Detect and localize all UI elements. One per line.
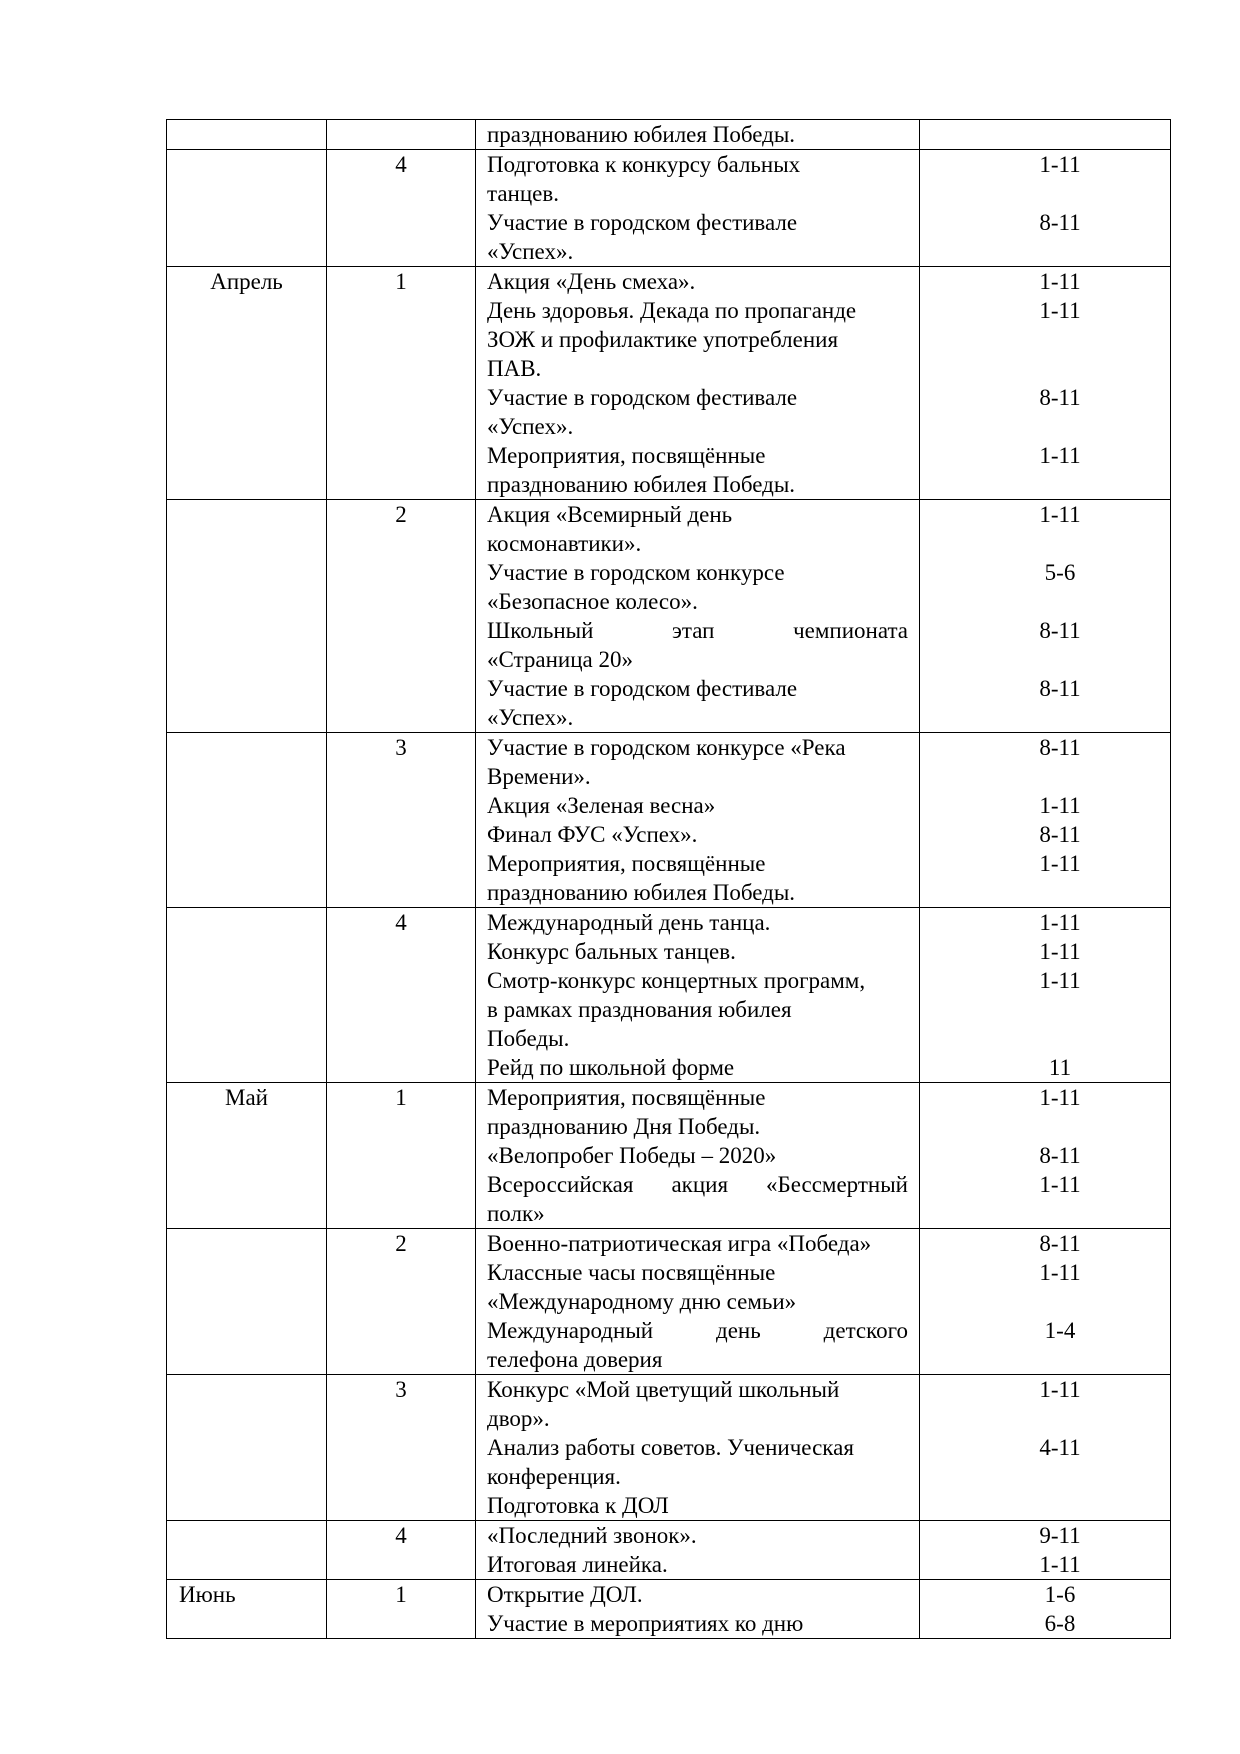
event-text-line: ЗОЖ и профилактике употребления	[487, 327, 839, 352]
class-range: 1-11	[1039, 910, 1081, 935]
class-range	[950, 762, 1170, 791]
event-text-line: Акция «Всемирный день	[487, 502, 733, 527]
class-range: 1-11	[1039, 443, 1081, 468]
event-text-line: Участие в городском фестивале	[487, 210, 798, 235]
week-number: 4	[395, 1523, 407, 1548]
event-text-line: Мероприятия, посвящённые	[487, 443, 766, 468]
table-row	[167, 120, 1171, 150]
month-cell	[167, 1083, 327, 1229]
week-cell	[327, 1580, 476, 1639]
class-range	[950, 645, 1170, 674]
event-text-line: в рамках празднования юбилея	[487, 997, 792, 1022]
event-text-line: полк»	[487, 1201, 545, 1226]
class-range: 8-11	[1039, 210, 1081, 235]
class-range: 1-11	[1039, 502, 1081, 527]
class-range	[950, 1462, 1170, 1491]
week-cell	[327, 150, 476, 267]
event-text-line: Военно-патриотическая игра «Победа»	[487, 1231, 872, 1256]
table-row	[167, 908, 1171, 1083]
month-cell	[167, 733, 327, 908]
table-row	[167, 1229, 1171, 1375]
class-range: 1-11	[1039, 968, 1081, 993]
event-text-line: космонавтики».	[487, 531, 642, 556]
class-range: 8-11	[1039, 1143, 1081, 1168]
table-row	[167, 267, 1171, 500]
week-number: 1	[395, 269, 407, 294]
event-text-line: Участие в городском конкурсе	[487, 560, 785, 585]
week-number: 3	[395, 1377, 407, 1402]
class-range: 8-11	[1039, 1231, 1081, 1256]
class-range	[950, 1491, 1170, 1520]
event-text-line: Всероссийская акция «Бессмертный	[487, 1172, 908, 1197]
month-label	[167, 1521, 326, 1550]
event-text-line: «Страница 20»	[487, 647, 633, 672]
class-range: 1-6	[1044, 1582, 1076, 1607]
table-row	[167, 1083, 1171, 1229]
table-row	[167, 500, 1171, 733]
event-text-line: Международный день танца.	[487, 910, 771, 935]
class-range	[950, 703, 1170, 732]
class-range: 1-11	[1039, 1552, 1081, 1577]
month-label: Апрель	[210, 269, 283, 294]
class-range: 1-11	[1039, 298, 1081, 323]
event-plan-body	[167, 120, 1171, 1639]
class-range: 1-11	[1039, 851, 1081, 876]
week-number: 2	[395, 1231, 407, 1256]
table-row	[167, 150, 1171, 267]
event-text-line: двор».	[487, 1406, 550, 1431]
event-text-line: танцев.	[487, 181, 559, 206]
month-label	[167, 733, 326, 762]
week-cell	[327, 1083, 476, 1229]
classes-cell	[920, 1375, 1171, 1521]
class-range	[950, 1024, 1170, 1053]
event-text-line: День здоровья. Декада по пропаганде	[487, 298, 857, 323]
class-range	[950, 1404, 1170, 1433]
events-cell	[476, 267, 920, 500]
event-text-line: Участие в городском фестивале	[487, 385, 798, 410]
class-range	[950, 237, 1170, 266]
event-text-line: «Успех».	[487, 414, 574, 439]
month-label	[167, 1375, 326, 1404]
month-cell	[167, 1375, 327, 1521]
event-text-line: «Успех».	[487, 239, 574, 264]
class-range: 6-8	[1044, 1611, 1076, 1636]
week-cell	[327, 733, 476, 908]
class-range	[950, 1345, 1170, 1374]
event-text-line: Времени».	[487, 764, 591, 789]
class-range: 9-11	[1039, 1523, 1081, 1548]
table-row	[167, 1521, 1171, 1580]
event-text-line: Участие в городском конкурсе «Река	[487, 735, 846, 760]
event-text-line: Конкурс бальных танцев.	[487, 939, 736, 964]
class-range: 1-11	[1039, 152, 1081, 177]
class-range	[950, 354, 1170, 383]
week-cell	[327, 908, 476, 1083]
month-cell	[167, 908, 327, 1083]
class-range: 1-4	[1044, 1318, 1076, 1343]
event-text-line: празднованию Дня Победы.	[487, 1114, 761, 1139]
week-number: 4	[395, 910, 407, 935]
month-label	[167, 500, 326, 529]
event-text-line: Итоговая линейка.	[487, 1552, 668, 1577]
event-text-line: Акция «Зеленая весна»	[487, 793, 716, 818]
event-text-line: празднованию юбилея Победы.	[487, 880, 796, 905]
classes-cell	[920, 267, 1171, 500]
month-cell	[167, 1521, 327, 1580]
events-cell	[476, 500, 920, 733]
week-number: 4	[395, 152, 407, 177]
events-cell	[476, 120, 920, 150]
class-range: 8-11	[1039, 385, 1081, 410]
month-label: Июнь	[179, 1582, 236, 1607]
month-cell	[167, 267, 327, 500]
event-text-line: Классные часы посвящённые	[487, 1260, 776, 1285]
events-cell	[476, 1375, 920, 1521]
month-cell	[167, 150, 327, 267]
event-text-line: Конкурс «Мой цветущий школьный	[487, 1377, 840, 1402]
table-row	[167, 1580, 1171, 1639]
event-text-line: конференция.	[487, 1464, 621, 1489]
event-text-line: Акция «День смеха».	[487, 269, 696, 294]
classes-cell	[920, 1083, 1171, 1229]
class-range: 1-11	[1039, 1085, 1081, 1110]
week-cell	[327, 120, 476, 150]
event-text-line: Анализ работы советов. Ученическая	[487, 1435, 854, 1460]
class-range: 11	[1048, 1055, 1072, 1080]
class-range	[950, 325, 1170, 354]
class-range	[950, 995, 1170, 1024]
week-number	[327, 120, 475, 149]
classes-cell	[920, 908, 1171, 1083]
event-text-line: Открытие ДОЛ.	[487, 1582, 643, 1607]
class-range: 1-11	[1039, 269, 1081, 294]
classes-cell	[920, 1229, 1171, 1375]
class-range	[950, 878, 1170, 907]
event-text-line: Мероприятия, посвящённые	[487, 851, 766, 876]
class-range: 1-11	[1039, 1260, 1081, 1285]
classes-cell	[920, 120, 1171, 150]
event-text-line: «Безопасное колесо».	[487, 589, 698, 614]
class-range	[950, 179, 1170, 208]
class-range: 8-11	[1039, 822, 1081, 847]
event-text-line: «Успех».	[487, 705, 574, 730]
week-cell	[327, 267, 476, 500]
month-label	[167, 1229, 326, 1258]
week-cell	[327, 500, 476, 733]
week-cell	[327, 1521, 476, 1580]
event-text-line: ПАВ.	[487, 356, 542, 381]
class-range: 8-11	[1039, 735, 1081, 760]
classes-cell	[920, 1580, 1171, 1639]
event-text-line: «Велопробег Победы – 2020»	[487, 1143, 777, 1168]
event-text-line: Участие в мероприятиях ко дню	[487, 1611, 804, 1636]
events-cell	[476, 1521, 920, 1580]
event-text-line: Мероприятия, посвящённые	[487, 1085, 766, 1110]
class-range	[950, 1112, 1170, 1141]
events-cell	[476, 733, 920, 908]
events-cell	[476, 1580, 920, 1639]
week-cell	[327, 1229, 476, 1375]
class-range: 4-11	[1039, 1435, 1081, 1460]
week-cell	[327, 1375, 476, 1521]
event-text-line: Подготовка к ДОЛ	[487, 1493, 669, 1518]
month-cell	[167, 500, 327, 733]
class-range	[950, 1199, 1170, 1228]
class-range	[950, 412, 1170, 441]
event-text-line: Школьный этап чемпионата	[487, 618, 908, 643]
class-range	[950, 120, 1170, 149]
class-range: 1-11	[1039, 1377, 1081, 1402]
event-text-line: «Международному дню семьи»	[487, 1289, 797, 1314]
class-range: 5-6	[1044, 560, 1076, 585]
month-label	[167, 120, 326, 149]
event-text-line: Подготовка к конкурсу бальных	[487, 152, 801, 177]
class-range: 1-11	[1039, 793, 1081, 818]
class-range	[950, 1287, 1170, 1316]
event-text-line: Смотр-конкурс концертных программ,	[487, 968, 866, 993]
week-number: 2	[395, 502, 407, 527]
event-text-line: телефона доверия	[487, 1347, 663, 1372]
event-text-line: Международный день детского	[487, 1318, 908, 1343]
month-label	[167, 150, 326, 179]
event-text-line: Участие в городском фестивале	[487, 676, 798, 701]
class-range: 1-11	[1039, 1172, 1081, 1197]
class-range	[950, 529, 1170, 558]
event-text-line: празднованию юбилея Победы.	[487, 472, 796, 497]
event-text-line: Рейд по школьной форме	[487, 1055, 735, 1080]
table-row	[167, 1375, 1171, 1521]
classes-cell	[920, 1521, 1171, 1580]
month-label: Май	[225, 1085, 268, 1110]
classes-cell	[920, 150, 1171, 267]
month-label	[167, 908, 326, 937]
month-cell	[167, 1229, 327, 1375]
event-text-line: Победы.	[487, 1026, 570, 1051]
events-cell	[476, 1229, 920, 1375]
event-plan-table	[166, 119, 1171, 1639]
class-range	[950, 587, 1170, 616]
week-number: 3	[395, 735, 407, 760]
month-cell	[167, 120, 327, 150]
class-range: 8-11	[1039, 618, 1081, 643]
class-range: 1-11	[1039, 939, 1081, 964]
events-cell	[476, 1083, 920, 1229]
event-text-line: «Последний звонок».	[487, 1523, 697, 1548]
event-text-line: Финал ФУС «Успех».	[487, 822, 698, 847]
event-text-line: празднованию юбилея Победы.	[487, 122, 796, 147]
classes-cell	[920, 500, 1171, 733]
week-number: 1	[395, 1582, 407, 1607]
events-cell	[476, 150, 920, 267]
month-cell	[167, 1580, 327, 1639]
class-range	[950, 470, 1170, 499]
table-row	[167, 733, 1171, 908]
class-range: 8-11	[1039, 676, 1081, 701]
events-cell	[476, 908, 920, 1083]
classes-cell	[920, 733, 1171, 908]
week-number: 1	[395, 1085, 407, 1110]
